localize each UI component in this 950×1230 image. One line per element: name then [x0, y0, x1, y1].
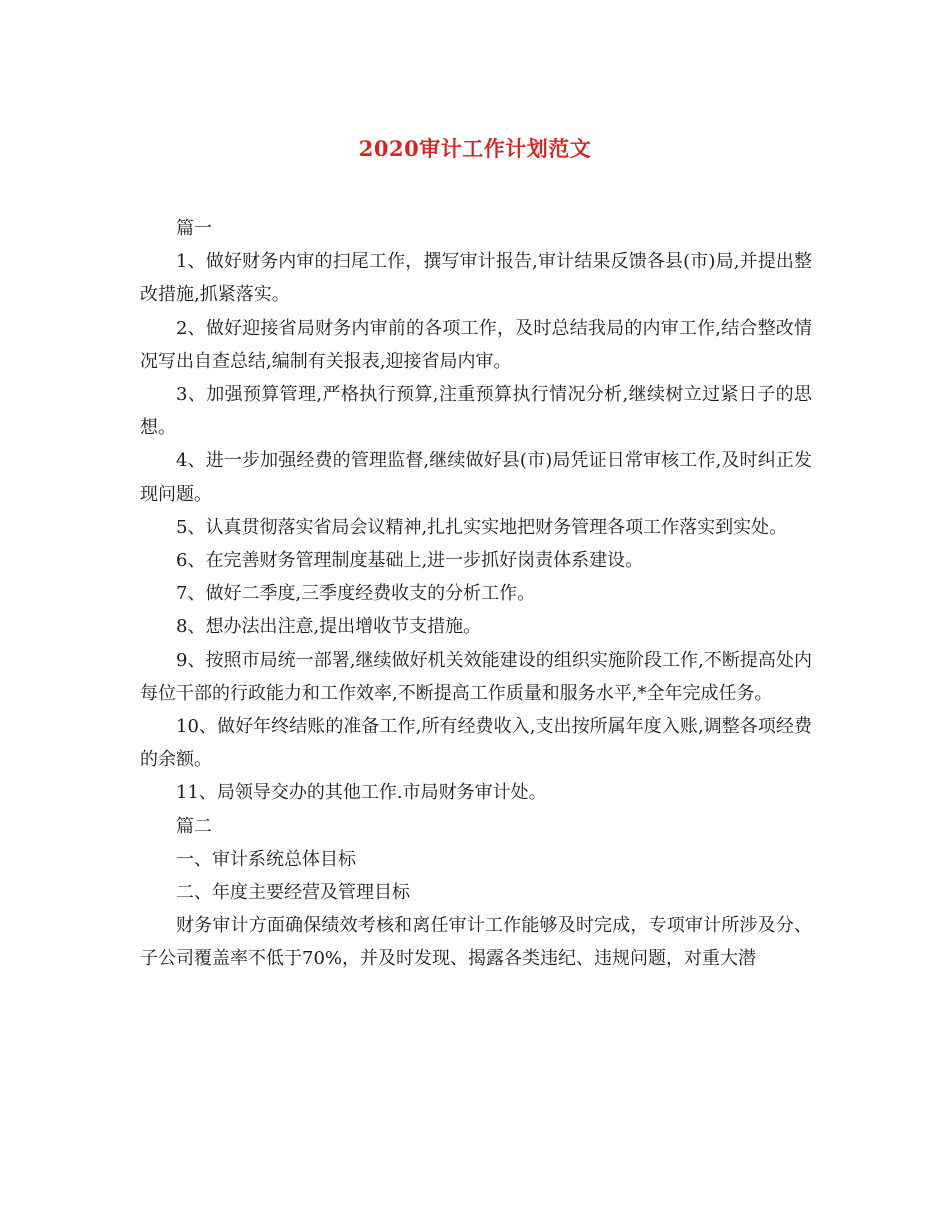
subheading-annual-goals: 二、年度主要经营及管理目标 — [176, 882, 410, 904]
paragraph-item-8: 8、想办法出注意,提出增收节支措施。 — [176, 616, 482, 638]
paragraph-item-2: 2、做好迎接省局财务内审前的各项工作，及时总结我局的内审工作,结合整改情况写出自查总结,编制有关报表,迎接省局内审。 — [140, 317, 812, 372]
paragraph-financial-audit: 财务审计方面确保绩效考核和离任审计工作能够及时完成，专项审计所涉及分、子公司覆盖率不低于70%，并及时发现、揭露各类违纪、违规问题，对重大潜 — [140, 915, 812, 970]
subheading-overall-goal: 一、审计系统总体目标 — [176, 848, 356, 870]
paragraph-item-11: 11、局领导交办的其他工作.市局财务审计处。 — [176, 782, 547, 804]
paragraph-item-4: 4、进一步加强经费的管理监督,继续做好县(市)局凭证日常审核工作,及时纠正发现问题。 — [140, 450, 812, 505]
paragraph-item-6: 6、在完善财务管理制度基础上,进一步抓好岗责体系建设。 — [176, 550, 644, 572]
document-title: 2020审计工作计划范文 — [358, 136, 592, 161]
paragraph-item-10: 10、做好年终结账的准备工作,所有经费收入,支出按所属年度入账,调整各项经费的余额。 — [140, 716, 812, 771]
paragraph-item-9: 9、按照市局统一部署,继续做好机关效能建设的组织实施阶段工作,不断提高处内每位干部的行政能力和工作效率,不断提高工作质量和服务水平,*全年完成任务。 — [140, 649, 812, 704]
paragraph-item-1: 1、做好财务内审的扫尾工作，撰写审计报告,审计结果反馈各县(市)局,并提出整改措施,抓紧落实。 — [140, 251, 812, 306]
paragraph-item-7: 7、做好二季度,三季度经费收支的分析工作。 — [176, 583, 536, 605]
document-body — [140, 212, 812, 976]
paragraph-item-5: 5、认真贯彻落实省局会议精神,扎扎实实地把财务管理各项工作落实到实处。 — [176, 516, 788, 538]
section-heading-part-one: 篇一 — [176, 218, 212, 239]
section-heading-part-two: 篇二 — [176, 815, 212, 837]
paragraph-item-3: 3、加强预算管理,严格执行预算,注重预算执行情况分析,继续树立过紧日子的思想。 — [140, 384, 812, 439]
